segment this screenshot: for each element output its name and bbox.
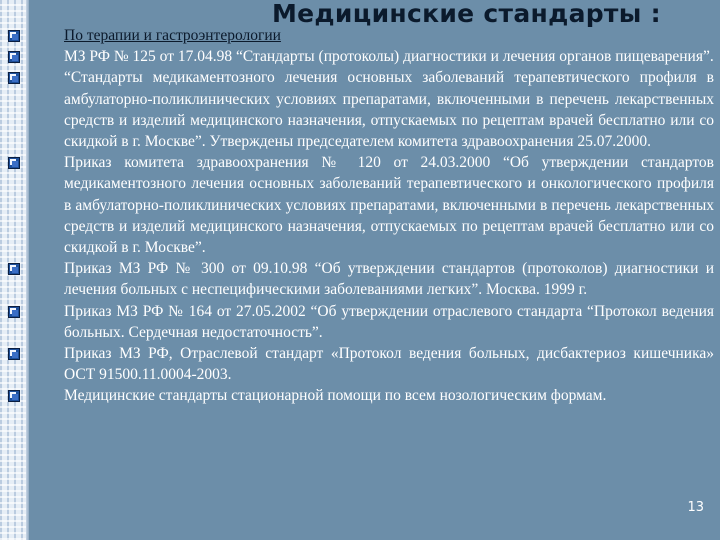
- list-item: [8, 301, 714, 343]
- square-bullet-icon: [8, 306, 20, 318]
- square-bullet-icon: [8, 51, 20, 63]
- list-item-text: Приказ комитета здравоохранения № 120 от 24.03.2000 “Об утверждении стандартов медикаментозного лечения основных заболеваний терапевтического и онкологического профиля в амбулаторно-поликлинических условиях препаратами, включенными в перечень лекарственных средств и изделий медицинского назначения, отпускаемых по рецептам врачей бесплатно или со скидкой в г. Москве”.: [64, 154, 714, 257]
- list-item: [8, 152, 714, 258]
- square-bullet-icon: [8, 348, 20, 360]
- list-item: [8, 46, 714, 67]
- square-bullet-icon: [8, 157, 20, 169]
- list-item-text: “Стандарты медикаментозного лечения основных заболеваний терапевтического профиля в амбулаторно-поликлинических условиях препаратами, включенными в перечень лекарственных средств и изделий медицинского назначения, отпускаемых по рецептам врачей бесплатно или со скидкой в г. Москве”. Утверждены председателем комитета здравоохранения 25.07.2000.: [64, 69, 714, 151]
- list-item: [8, 258, 714, 300]
- square-bullet-icon: [8, 390, 20, 402]
- list-item: [8, 385, 714, 406]
- list-item: [8, 67, 714, 152]
- list-item-text: По терапии и гастроэнтерологии: [64, 27, 281, 44]
- square-bullet-icon: [8, 263, 20, 275]
- list-item-text: МЗ РФ № 125 от 17.04.98 “Стандарты (протоколы) диагностики и лечения органов пищеварения”.: [64, 48, 714, 66]
- list-item: [8, 25, 714, 46]
- square-bullet-icon: [8, 72, 20, 84]
- square-bullet-icon: [8, 30, 20, 42]
- list-item: [8, 343, 714, 385]
- slide-number: 13: [687, 500, 704, 515]
- slide-title: Медицинские стандарты :: [272, 0, 661, 28]
- list-item-text: Приказ МЗ РФ, Отраслевой стандарт «Протокол ведения больных, дисбактериоз кишечника» ОСТ 91500.11.0004-2003.: [64, 345, 714, 384]
- list-item-text: Медицинские стандарты стационарной помощи по всем нозологическим формам.: [64, 387, 607, 405]
- standards-list: [8, 25, 714, 407]
- list-item-text: Приказ МЗ РФ № 164 от 27.05.2002 “Об утверждении отраслевого стандарта “Протокол ведения больных. Сердечная недостаточность”.: [64, 302, 714, 341]
- list-item-text: Приказ МЗ РФ № 300 от 09.10.98 “Об утверждении стандартов (протоколов) диагностики и лечения больных с неспецифическими заболеваниями легких”. Москва. 1999 г.: [64, 260, 714, 299]
